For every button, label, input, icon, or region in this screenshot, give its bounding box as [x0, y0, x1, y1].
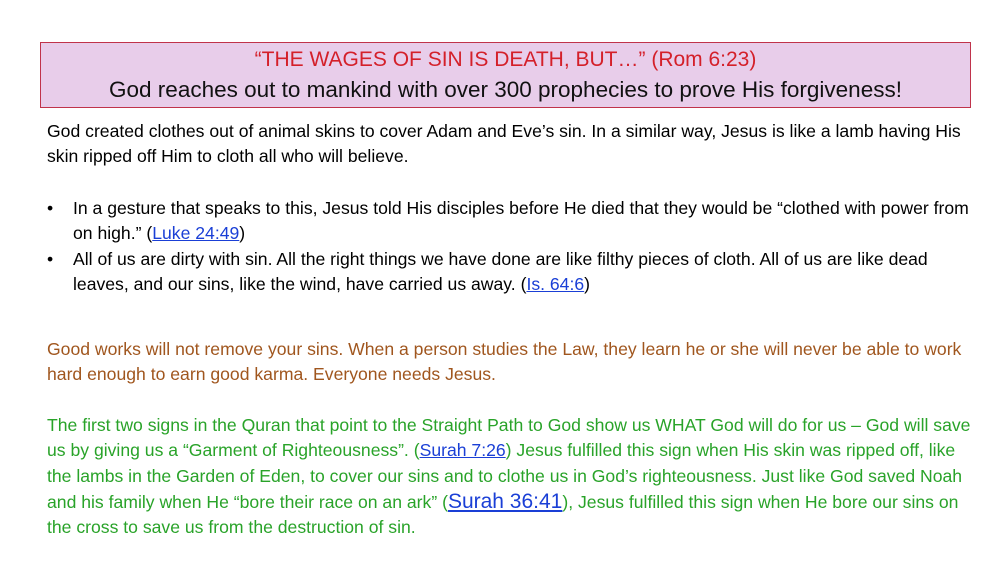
bullet-item: [47, 196, 977, 247]
good-works-paragraph: Good works will not remove your sins. When a person studies the Law, they learn he or she will never be able to work hard enough to earn good karma. Everyone needs Jesus.: [47, 339, 962, 385]
bullet-text-end: ): [584, 273, 591, 294]
bullet-item: [47, 247, 977, 298]
bullet-list: [47, 196, 977, 297]
bullet-text-end: ): [239, 223, 246, 244]
bullet-text: In a gesture that speaks to this, Jesus told His disciples before He died that they would be “clothed with power from on high.” (: [73, 198, 969, 244]
surah-36-41-link[interactable]: Surah 36:41: [447, 489, 563, 513]
title-box: [40, 42, 971, 108]
bullet-icon: •: [47, 198, 54, 218]
title-line-1: “THE WAGES OF SIN IS DEATH, BUT…” (Rom 6:23): [254, 48, 757, 71]
bullet-icon: •: [47, 248, 54, 269]
surah-7-26-link[interactable]: Surah 7:26: [419, 440, 506, 461]
bullet-text: All of us are dirty with sin. All the right things we have done are like filthy pieces of cloth. All of us are like dead leaves, and our sins, like the wind, have carried us away. (: [73, 248, 928, 294]
isaiah-link[interactable]: Is. 64:6: [526, 273, 585, 294]
quran-text-3: ), Jesus fulfilled this sign when He bore our sins on the cross to save us from the destruction of sin.: [47, 491, 959, 538]
intro-paragraph: God created clothes out of animal skins to cover Adam and Eve’s sin. In a similar way, Jesus is like a lamb having His skin ripped off Him to cloth all who will believe.: [47, 121, 961, 167]
quran-paragraph: [47, 413, 977, 540]
quran-text-1: The first two signs in the Quran that point to the Straight Path to God show us WHAT God will do for us – God will save us by giving us a “Garment of Righteousness”. (: [47, 415, 971, 461]
quran-text-2: ) Jesus fulfilled this sign when His skin was ripped off, like the lambs in the Garden of Eden, to cover our sins and to clothe us in God’s righteousness. Just like God saved Noah and his family when He “bore their race on an ark” (: [47, 440, 963, 512]
luke-link[interactable]: Luke 24:49: [152, 223, 240, 244]
title-line-2: God reaches out to mankind with over 300 prophecies to prove His forgiveness!: [109, 77, 902, 102]
